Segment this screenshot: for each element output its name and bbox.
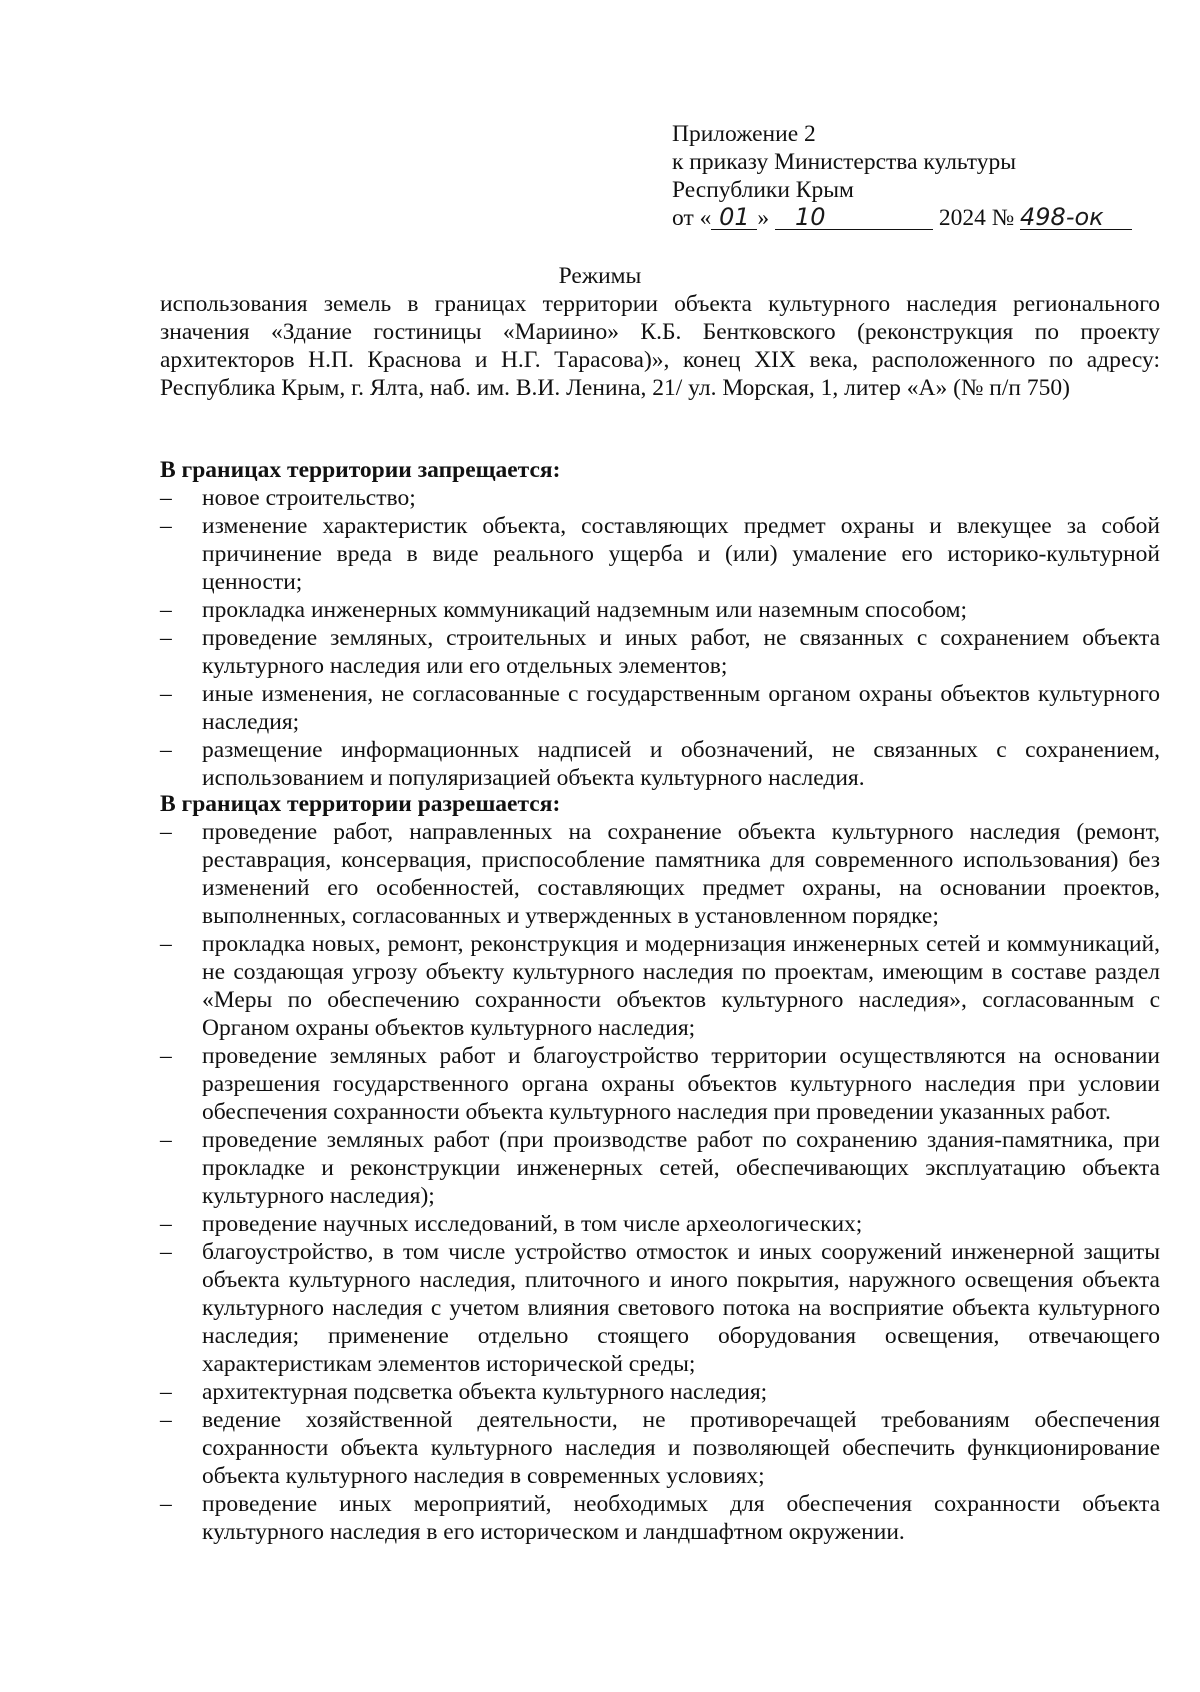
appendix-header — [672, 120, 1132, 232]
list-item-text: изменение характеристик объекта, составляющих предмет охраны и влекущее за собой причинение вреда в виде реального ущерба и (или) умаление его историко-культурной ценности; — [202, 513, 1160, 595]
list-item-text: иные изменения, не согласованные с государственным органом охраны объектов культурного наследия; — [202, 681, 1160, 735]
bullet-dash: – — [160, 819, 172, 845]
list-item — [160, 930, 1160, 1042]
list-item — [160, 624, 1160, 680]
date-year: 2024 № — [938, 205, 1015, 231]
bullet-dash: – — [160, 931, 172, 957]
bullet-dash: – — [160, 737, 172, 763]
list-item-text: прокладка инженерных коммуникаций надземным или наземным способом; — [202, 597, 968, 623]
list-item — [160, 484, 1160, 512]
list-item — [160, 818, 1160, 930]
list-item-text: размещение информационных надписей и обозначений, не связанных с сохранением, использованием и популяризацией объекта культурного наследия. — [202, 737, 1160, 791]
document-title: Режимы — [558, 263, 642, 289]
list-item — [160, 680, 1160, 736]
list-item-text: проведение земляных работ (при производстве работ по сохранению здания-памятника, при прокладке и реконструкции инженерных сетей, обеспечивающих эксплуатацию объекта культурного наследия); — [202, 1127, 1160, 1209]
bullet-dash: – — [160, 1407, 172, 1433]
appendix-line-3: Республики Крым — [672, 177, 854, 203]
bullet-dash: – — [160, 625, 172, 651]
date-prefix: от « — [672, 205, 712, 231]
list-item — [160, 1126, 1160, 1210]
date-day: 01 — [711, 205, 757, 230]
bullet-dash: – — [160, 1043, 172, 1069]
bullet-dash: – — [160, 1239, 172, 1265]
list-item-text: проведение научных исследований, в том числе археологических; — [202, 1211, 863, 1237]
permitted-section — [160, 790, 1160, 1546]
list-item — [160, 1042, 1160, 1126]
list-item-text: проведение земляных работ и благоустройство территории осуществляются на основании разрешения государственного органа охраны объектов культурного наследия при условии обеспечения сохранности объекта культурного наследия при проведении указанных работ. — [202, 1043, 1160, 1125]
document-intro: использования земель в границах территории объекта культурного наследия регионального значения «Здание гостиницы «Мариино» К.Б. Бентковского (реконструкция по проекту архитекторов Н.П. Краснова и Н.Г. Тарасова)», конец XIX века, расположенного по адресу: Республика Крым, г. Ялта, наб. им. В.И. Ленина, 21/ ул. Морская, 1, литер «А» (№ п/п 750) — [160, 291, 1160, 401]
date-month: 10 — [775, 205, 933, 230]
appendix-date-line — [672, 204, 1132, 232]
bullet-dash: – — [160, 1211, 172, 1237]
list-item-text: проведение работ, направленных на сохранение объекта культурного наследия (ремонт, реставрация, консервация, приспособление памятника для современного использования) без изменений его особенностей, составляющих предмет охраны, на основании проектов, выполненных, согласованных и утвержденных в установленном порядке; — [202, 819, 1160, 929]
list-item — [160, 596, 1160, 624]
list-item — [160, 1378, 1160, 1406]
bullet-dash: – — [160, 1127, 172, 1153]
bullet-dash: – — [160, 681, 172, 707]
prohibited-section — [160, 456, 1160, 792]
bullet-dash: – — [160, 513, 172, 539]
bullet-dash: – — [160, 485, 172, 511]
permitted-heading: В границах территории разрешается: — [160, 791, 561, 817]
list-item-text: прокладка новых, ремонт, реконструкция и модернизация инженерных сетей и коммуникаций, не создающая угрозу объекту культурного наследия по проектам, имеющим в составе раздел «Меры по обеспечению сохранности объектов культурного наследия», согласованным с Органом охраны объектов культурного наследия; — [202, 931, 1160, 1041]
list-item-text: архитектурная подсветка объекта культурного наследия; — [202, 1379, 768, 1405]
list-item-text: новое строительство; — [202, 485, 416, 511]
bullet-dash: – — [160, 1491, 172, 1517]
bullet-dash: – — [160, 597, 172, 623]
list-item — [160, 736, 1160, 792]
list-item-text: проведение иных мероприятий, необходимых для обеспечения сохранности объекта культурного наследия в его историческом и ландшафтном окружении. — [202, 1491, 1160, 1545]
list-item — [160, 1406, 1160, 1490]
prohibited-list — [160, 484, 1160, 792]
list-item — [160, 1210, 1160, 1238]
date-mid: » — [757, 205, 770, 231]
list-item-text: проведение земляных, строительных и иных работ, не связанных с сохранением объекта культурного наследия или его отдельных элементов; — [202, 625, 1160, 679]
list-item — [160, 1490, 1160, 1546]
list-item-text: благоустройство, в том числе устройство отмосток и иных сооружений инженерной защиты объекта культурного наследия, плиточного и иного покрытия, наружного освещения объекта культурного наследия с учетом влияния светового потока на восприятие объекта культурного наследия; применение отдельно стоящего оборудования освещения, отвечающего характеристикам элементов исторической среды; — [202, 1239, 1160, 1377]
order-number: 498-ок — [1020, 205, 1132, 230]
bullet-dash: – — [160, 1379, 172, 1405]
prohibited-heading: В границах территории запрещается: — [160, 457, 561, 483]
appendix-line-1: Приложение 2 — [672, 121, 816, 147]
list-item — [160, 1238, 1160, 1378]
appendix-line-2: к приказу Министерства культуры — [672, 149, 1016, 175]
permitted-list — [160, 818, 1160, 1546]
list-item — [160, 512, 1160, 596]
list-item-text: ведение хозяйственной деятельности, не противоречащей требованиям обеспечения сохранности объекта культурного наследия и позволяющей обеспечить функционирование объекта культурного наследия в современных условиях; — [202, 1407, 1160, 1489]
